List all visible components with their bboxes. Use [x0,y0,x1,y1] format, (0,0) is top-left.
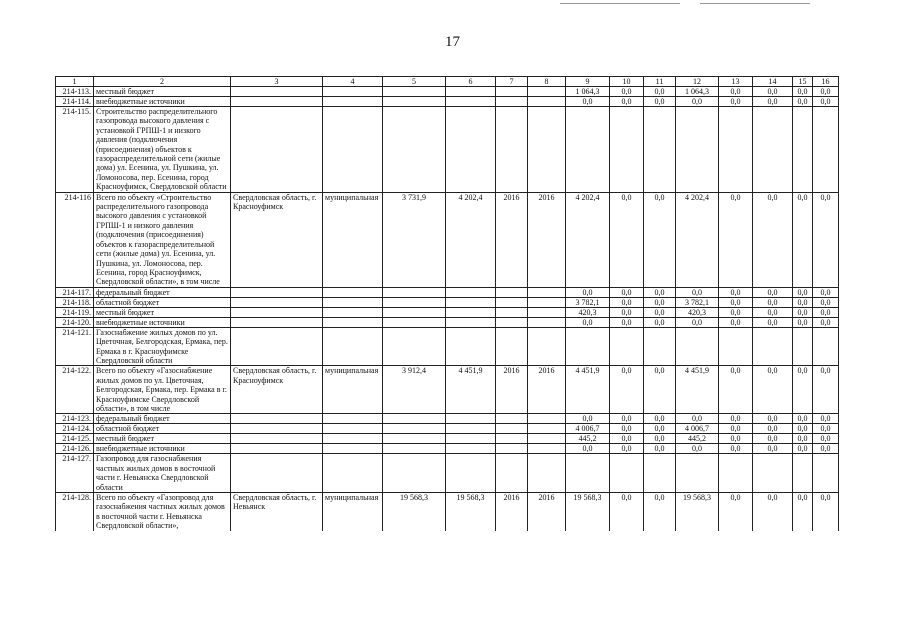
value-col-15 [793,454,813,493]
value-col-9: 4 202,4 [566,192,610,287]
row-id: 214-125. [56,434,94,444]
value-col-15: 0,0 [793,297,813,307]
value-col-13: 0,0 [719,87,753,97]
value-col-13: 0,0 [719,444,753,454]
row-ownership: муниципальная [323,366,383,414]
value-col-13: 0,0 [719,493,753,531]
value-col-8 [528,307,566,317]
row-name: местный бюджет [94,434,231,444]
value-col-8 [528,424,566,434]
value-col-14: 0,0 [753,366,793,414]
value-col-12: 0,0 [676,287,719,297]
value-col-6 [446,317,496,327]
value-col-5 [383,317,446,327]
value-col-7 [496,107,528,193]
value-col-14: 0,0 [753,444,793,454]
row-region: Свердловская область, г. Красноуфимск [231,192,323,287]
table-row [56,434,839,444]
value-col-13: 0,0 [719,287,753,297]
value-col-6 [446,87,496,97]
row-ownership [323,424,383,434]
table-row [56,87,839,97]
value-col-9: 0,0 [566,414,610,424]
value-col-10: 0,0 [610,366,644,414]
value-col-9: 0,0 [566,287,610,297]
value-col-12 [676,327,719,366]
value-col-16: 0,0 [813,192,839,287]
value-col-6 [446,454,496,493]
value-col-13: 0,0 [719,297,753,307]
value-col-14: 0,0 [753,414,793,424]
value-col-11: 0,0 [644,287,676,297]
table-row [56,287,839,297]
value-col-11: 0,0 [644,192,676,287]
value-col-13: 0,0 [719,317,753,327]
row-region [231,307,323,317]
row-name: областной бюджет [94,424,231,434]
value-col-11: 0,0 [644,317,676,327]
value-col-8: 2016 [528,366,566,414]
value-col-7 [496,87,528,97]
value-col-14: 0,0 [753,307,793,317]
page-number: 17 [445,34,460,50]
value-col-9 [566,107,610,193]
value-col-7 [496,307,528,317]
value-col-6 [446,297,496,307]
row-region [231,327,323,366]
value-col-14 [753,107,793,193]
value-col-14: 0,0 [753,97,793,107]
row-name: Газоснабжение жилых домов по ул. Цветочная, Белгородская, Ермака, пер. Ермака в г. Красноуфимске Свердловской области [94,327,231,366]
row-id: 214-122. [56,366,94,414]
table-row [56,444,839,454]
row-id: 214-124. [56,424,94,434]
column-header: 15 [793,77,813,87]
column-header: 12 [676,77,719,87]
row-ownership [323,297,383,307]
value-col-15: 0,0 [793,97,813,107]
row-name: местный бюджет [94,307,231,317]
row-region [231,414,323,424]
value-col-7 [496,454,528,493]
value-col-5 [383,327,446,366]
row-id: 214-127. [56,454,94,493]
column-header: 8 [528,77,566,87]
row-id: 214-116 [56,192,94,287]
row-region [231,297,323,307]
row-id: 214-126. [56,444,94,454]
scan-top-rule [560,3,680,4]
column-header: 2 [94,77,231,87]
value-col-10: 0,0 [610,414,644,424]
value-col-10 [610,454,644,493]
column-header: 14 [753,77,793,87]
value-col-15: 0,0 [793,444,813,454]
value-col-6 [446,287,496,297]
value-col-13 [719,454,753,493]
value-col-8 [528,297,566,307]
value-col-12: 445,2 [676,434,719,444]
value-col-9: 4 451,9 [566,366,610,414]
value-col-14: 0,0 [753,424,793,434]
row-name: местный бюджет [94,87,231,97]
value-col-10: 0,0 [610,97,644,107]
value-col-10: 0,0 [610,192,644,287]
table-row [56,414,839,424]
value-col-14: 0,0 [753,297,793,307]
value-col-16: 0,0 [813,97,839,107]
row-ownership [323,434,383,444]
value-col-5 [383,107,446,193]
column-header: 10 [610,77,644,87]
row-ownership [323,444,383,454]
value-col-10: 0,0 [610,493,644,531]
value-col-6 [446,434,496,444]
table-row [56,192,839,287]
row-name: Всего по объекту «Газоснабжение жилых домов по ул. Цветочная, Белгородская, Ермака, пер. Ермака в г. Красноуфимске Свердловской области», в том числе [94,366,231,414]
value-col-13: 0,0 [719,414,753,424]
value-col-9: 0,0 [566,97,610,107]
value-col-5 [383,287,446,297]
value-col-11: 0,0 [644,97,676,107]
value-col-8 [528,317,566,327]
value-col-11: 0,0 [644,414,676,424]
header-row [56,77,839,87]
row-id: 214-121. [56,327,94,366]
row-id: 214-119. [56,307,94,317]
row-id: 214-115. [56,107,94,193]
value-col-16 [813,327,839,366]
row-name: Газопровод для газоснабжения частных жилых домов в восточной части г. Невьянска Свердловской области [94,454,231,493]
value-col-10: 0,0 [610,317,644,327]
table-row [56,307,839,317]
value-col-10 [610,107,644,193]
value-col-12: 4 006,7 [676,424,719,434]
value-col-7: 2016 [496,366,528,414]
value-col-10: 0,0 [610,307,644,317]
value-col-9: 4 006,7 [566,424,610,434]
value-col-9: 19 568,3 [566,493,610,531]
value-col-15: 0,0 [793,434,813,444]
row-name: федеральный бюджет [94,287,231,297]
table-row [56,327,839,366]
value-col-14: 0,0 [753,287,793,297]
value-col-13: 0,0 [719,97,753,107]
value-col-7 [496,444,528,454]
value-col-6 [446,307,496,317]
value-col-13: 0,0 [719,192,753,287]
value-col-7 [496,317,528,327]
value-col-12: 0,0 [676,414,719,424]
value-col-9: 445,2 [566,434,610,444]
row-ownership [323,454,383,493]
row-region [231,444,323,454]
value-col-6 [446,107,496,193]
column-header: 5 [383,77,446,87]
value-col-11: 0,0 [644,87,676,97]
value-col-11: 0,0 [644,307,676,317]
value-col-16: 0,0 [813,317,839,327]
row-name: Строительство распределительного газопровода высокого давления с установкой ГРПШ-1 и низкого давления (подключения (присоединения) объектов к газораспределительной сети (жилые дома) ул. Есенина, ул. Пушкина, ул. Ломоносова, пер. Есенина, город Красноуфимск, Свердловской области [94,107,231,193]
table-row [56,317,839,327]
value-col-12: 0,0 [676,317,719,327]
value-col-15: 0,0 [793,192,813,287]
row-ownership [323,317,383,327]
value-col-8 [528,87,566,97]
value-col-16: 0,0 [813,87,839,97]
table-row [56,366,839,414]
value-col-6 [446,327,496,366]
value-col-13: 0,0 [719,424,753,434]
row-ownership [323,97,383,107]
row-id: 214-114. [56,97,94,107]
row-region [231,87,323,97]
row-name: федеральный бюджет [94,414,231,424]
row-ownership [323,107,383,193]
value-col-12 [676,107,719,193]
value-col-7 [496,327,528,366]
value-col-9: 0,0 [566,444,610,454]
row-region: Свердловская область, г. Невьянск [231,493,323,531]
row-name: внебюджетные источники [94,317,231,327]
value-col-9 [566,454,610,493]
value-col-10: 0,0 [610,444,644,454]
value-col-6 [446,444,496,454]
value-col-12: 4 451,9 [676,366,719,414]
value-col-16 [813,107,839,193]
value-col-14: 0,0 [753,192,793,287]
row-id: 214-123. [56,414,94,424]
value-col-14: 0,0 [753,317,793,327]
value-col-16: 0,0 [813,297,839,307]
row-id: 214-118. [56,297,94,307]
value-col-6: 4 202,4 [446,192,496,287]
row-region [231,434,323,444]
value-col-8 [528,444,566,454]
row-name: областной бюджет [94,297,231,307]
value-col-12: 0,0 [676,444,719,454]
value-col-14: 0,0 [753,434,793,444]
value-col-5 [383,424,446,434]
budget-table [55,76,839,531]
value-col-6 [446,414,496,424]
row-name: Всего по объекту «Газопровод для газоснабжения частных жилых домов в восточной части г. Невьянска Свердловской области», [94,493,231,531]
value-col-15: 0,0 [793,493,813,531]
value-col-7 [496,424,528,434]
value-col-12: 19 568,3 [676,493,719,531]
value-col-9: 0,0 [566,317,610,327]
value-col-7 [496,297,528,307]
value-col-5 [383,87,446,97]
value-col-5 [383,307,446,317]
value-col-16: 0,0 [813,444,839,454]
value-col-11: 0,0 [644,366,676,414]
table-row [56,424,839,434]
column-header: 16 [813,77,839,87]
row-ownership [323,414,383,424]
table-row [56,97,839,107]
value-col-8: 2016 [528,493,566,531]
value-col-15: 0,0 [793,424,813,434]
value-col-15: 0,0 [793,307,813,317]
value-col-8: 2016 [528,192,566,287]
row-region [231,424,323,434]
value-col-10: 0,0 [610,297,644,307]
column-header: 3 [231,77,323,87]
value-col-12: 1 064,3 [676,87,719,97]
row-ownership [323,287,383,297]
value-col-12: 0,0 [676,97,719,107]
value-col-5 [383,434,446,444]
value-col-13: 0,0 [719,307,753,317]
row-ownership [323,87,383,97]
value-col-16: 0,0 [813,434,839,444]
row-region [231,107,323,193]
value-col-12: 420,3 [676,307,719,317]
value-col-12: 4 202,4 [676,192,719,287]
row-region [231,97,323,107]
row-region [231,454,323,493]
value-col-8 [528,97,566,107]
value-col-5 [383,444,446,454]
row-id: 214-117. [56,287,94,297]
value-col-13 [719,327,753,366]
value-col-13 [719,107,753,193]
value-col-7 [496,287,528,297]
value-col-16: 0,0 [813,307,839,317]
value-col-13: 0,0 [719,366,753,414]
value-col-7: 2016 [496,192,528,287]
column-header: 7 [496,77,528,87]
value-col-12: 3 782,1 [676,297,719,307]
value-col-9 [566,327,610,366]
value-col-11: 0,0 [644,297,676,307]
value-col-14: 0,0 [753,87,793,97]
table-row [56,107,839,193]
value-col-10: 0,0 [610,434,644,444]
column-header: 11 [644,77,676,87]
table-row [56,297,839,307]
value-col-5: 3 912,4 [383,366,446,414]
scan-top-rule [700,3,810,4]
value-col-8 [528,327,566,366]
value-col-7 [496,97,528,107]
value-col-14 [753,327,793,366]
table-row [56,493,839,531]
value-col-15: 0,0 [793,317,813,327]
value-col-11: 0,0 [644,444,676,454]
value-col-16: 0,0 [813,424,839,434]
value-col-8 [528,414,566,424]
value-col-11 [644,454,676,493]
row-id: 214-128. [56,493,94,531]
value-col-8 [528,107,566,193]
value-col-10: 0,0 [610,87,644,97]
value-col-16: 0,0 [813,414,839,424]
row-ownership [323,327,383,366]
value-col-15: 0,0 [793,287,813,297]
value-col-15: 0,0 [793,414,813,424]
row-ownership: муниципальная [323,493,383,531]
value-col-5: 3 731,9 [383,192,446,287]
value-col-11: 0,0 [644,424,676,434]
row-region [231,317,323,327]
value-col-11: 0,0 [644,493,676,531]
column-header: 4 [323,77,383,87]
value-col-9: 420,3 [566,307,610,317]
value-col-7 [496,414,528,424]
value-col-6 [446,97,496,107]
column-header: 6 [446,77,496,87]
value-col-6 [446,424,496,434]
row-name: Всего по объекту «Строительство распределительного газопровода высокого давления с установкой ГРПШ-1 и низкого давления (подключения (присоединения) объектов к газораспределительной сети (жилые дома) ул. Есенина, ул. Пушкина, ул. Ломоносова, пер. Есенина, город Красноуфимск, Свердловской области», в том числе [94,192,231,287]
value-col-11 [644,327,676,366]
value-col-14: 0,0 [753,493,793,531]
value-col-10: 0,0 [610,424,644,434]
row-name: внебюджетные источники [94,444,231,454]
table-row [56,454,839,493]
value-col-5 [383,414,446,424]
row-region: Свердловская область, г. Красноуфимск [231,366,323,414]
value-col-8 [528,287,566,297]
value-col-8 [528,434,566,444]
value-col-5 [383,454,446,493]
value-col-6: 19 568,3 [446,493,496,531]
value-col-9: 3 782,1 [566,297,610,307]
value-col-11: 0,0 [644,434,676,444]
value-col-16: 0,0 [813,366,839,414]
value-col-9: 1 064,3 [566,87,610,97]
value-col-15: 0,0 [793,366,813,414]
value-col-5 [383,297,446,307]
row-ownership: муниципальная [323,192,383,287]
value-col-15 [793,107,813,193]
column-header: 1 [56,77,94,87]
row-name: внебюджетные источники [94,97,231,107]
value-col-10 [610,327,644,366]
value-col-13: 0,0 [719,434,753,444]
row-region [231,287,323,297]
value-col-5 [383,97,446,107]
value-col-16 [813,454,839,493]
row-id: 214-113. [56,87,94,97]
value-col-11 [644,107,676,193]
row-ownership [323,307,383,317]
value-col-10: 0,0 [610,287,644,297]
value-col-15 [793,327,813,366]
column-header: 9 [566,77,610,87]
value-col-5: 19 568,3 [383,493,446,531]
value-col-8 [528,454,566,493]
row-id: 214-120. [56,317,94,327]
value-col-7 [496,434,528,444]
value-col-16: 0,0 [813,287,839,297]
value-col-16: 0,0 [813,493,839,531]
value-col-6: 4 451,9 [446,366,496,414]
column-header: 13 [719,77,753,87]
value-col-7: 2016 [496,493,528,531]
value-col-15: 0,0 [793,87,813,97]
value-col-12 [676,454,719,493]
value-col-14 [753,454,793,493]
